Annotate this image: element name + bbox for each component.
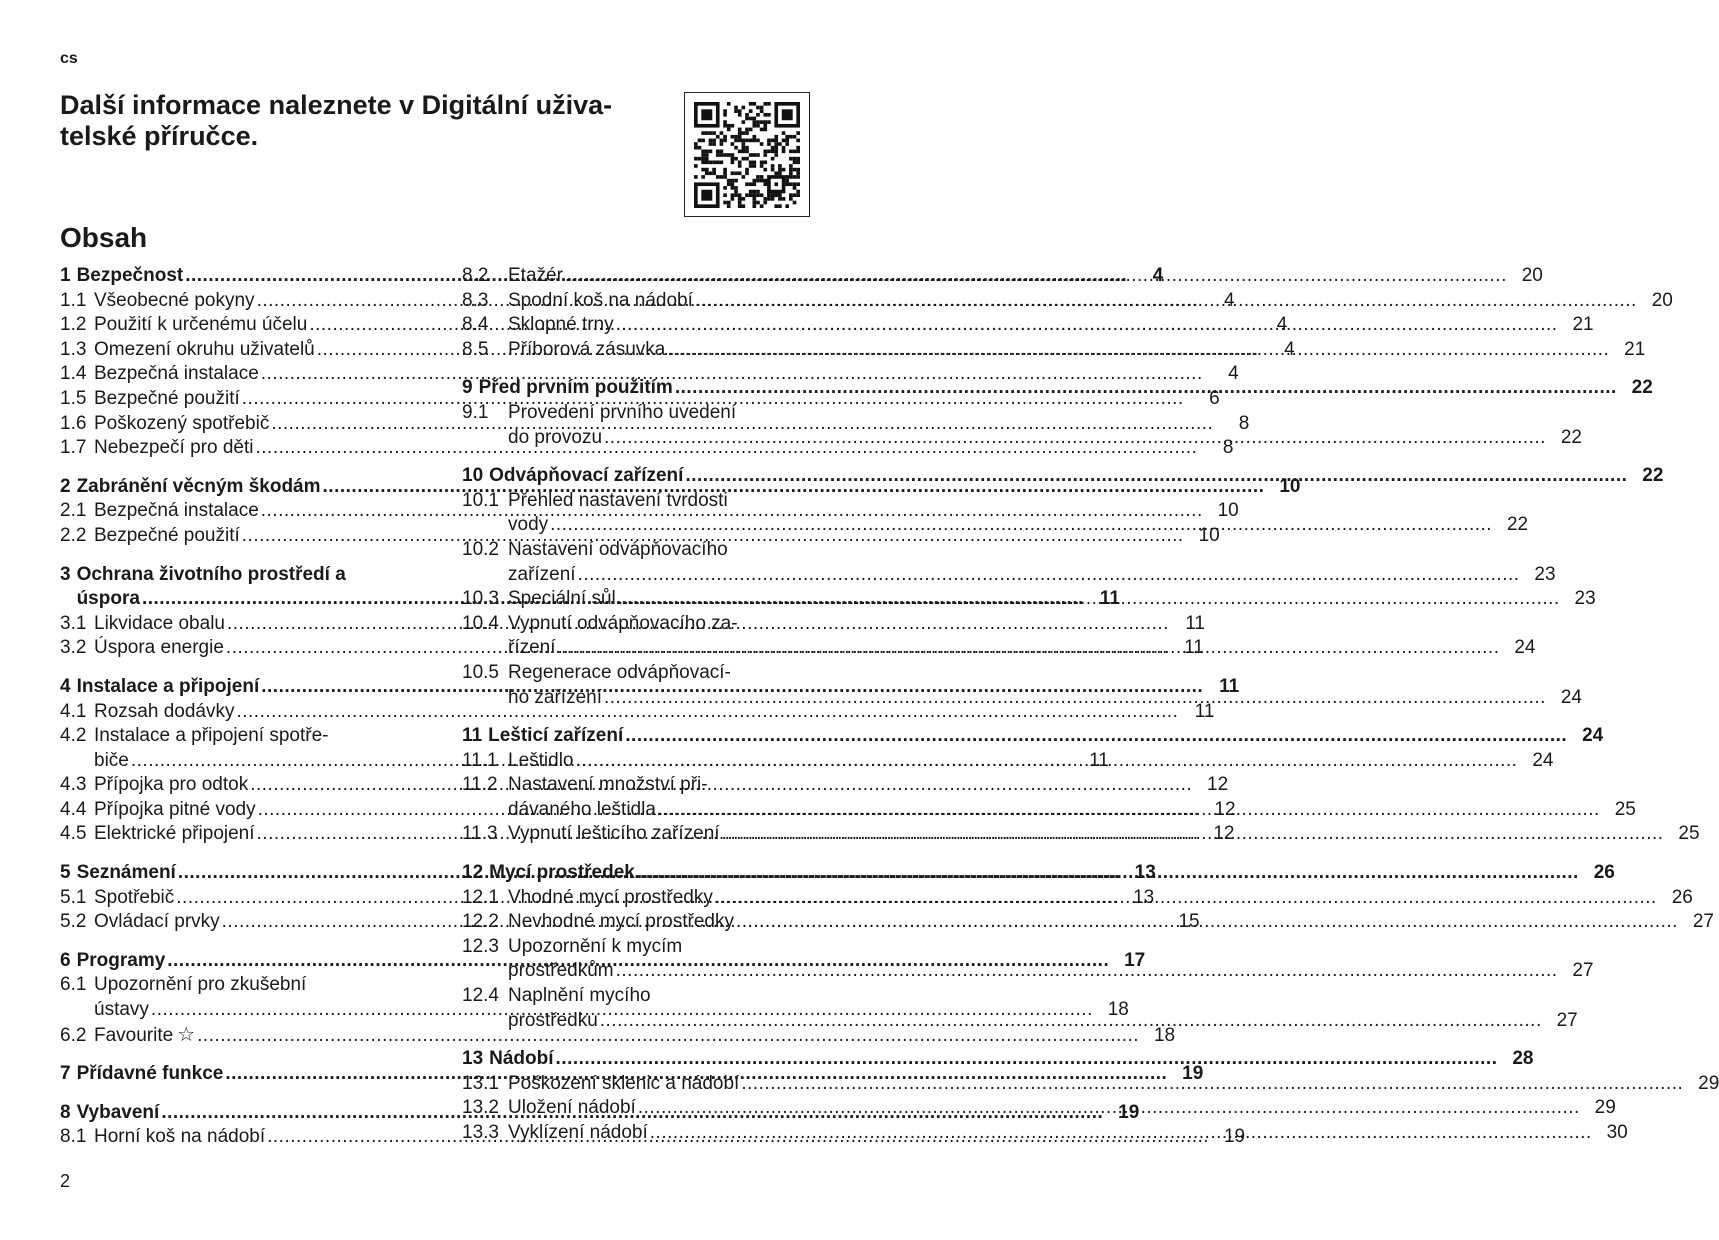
toc-entry-title: Odvápňovací zařízení bbox=[489, 465, 684, 487]
toc-entry-number: 4.1 bbox=[60, 700, 87, 722]
toc-page-number: 23 bbox=[1574, 588, 1596, 610]
toc-entry-number: 1.1 bbox=[60, 289, 87, 311]
toc-page-number: 12 bbox=[1213, 823, 1235, 845]
toc-page-number: 28 bbox=[1512, 1048, 1534, 1070]
toc-entry-number: 8.1 bbox=[60, 1126, 87, 1148]
dot-leader bbox=[616, 313, 1558, 338]
toc-entry-number: 9 bbox=[462, 377, 473, 399]
toc-entry-title: Nastavení odvápňovacího bbox=[508, 538, 728, 560]
toc-entry-title: Leštidlo bbox=[508, 749, 574, 771]
toc-entry-number: 8.2 bbox=[462, 265, 489, 286]
toc-entry-number: 3 bbox=[60, 563, 71, 585]
toc-entry-number: 12.2 bbox=[462, 911, 499, 933]
dot-leader bbox=[556, 1047, 1498, 1072]
dot-leader bbox=[604, 686, 1546, 711]
toc-entry-title: Přípojka pro odtok bbox=[94, 774, 249, 796]
toc-entry-body bbox=[508, 289, 1673, 314]
toc-page-number: 10 bbox=[1279, 475, 1301, 497]
toc-entry-title: Instalace a připojení spotře- bbox=[94, 725, 329, 747]
toc-page-number: 22 bbox=[1506, 514, 1529, 536]
toc-entry-body bbox=[508, 401, 1582, 450]
toc-page-number: 21 bbox=[1572, 314, 1594, 336]
toc-entry-title: Bezpečné použití bbox=[94, 387, 240, 409]
toc-page-number: 4 bbox=[1276, 314, 1288, 336]
dot-leader bbox=[722, 822, 1664, 847]
toc-entry-body bbox=[479, 376, 1653, 401]
toc-entry-number: 11 bbox=[462, 725, 483, 747]
toc-entry-title: Nastavení množství při- bbox=[508, 774, 708, 796]
toc-section-entry[interactable] bbox=[462, 724, 1604, 749]
toc-entry-title: Přehled nastavení tvrdosti bbox=[508, 489, 728, 511]
dot-leader bbox=[604, 426, 1546, 451]
dot-leader bbox=[550, 513, 1492, 538]
toc-entry-number: 5 bbox=[60, 862, 71, 884]
toc-entry-title: Upozornění k mycím bbox=[508, 935, 683, 957]
toc-entry-title: Etažér bbox=[508, 265, 563, 286]
toc-page-number: 24 bbox=[1532, 749, 1554, 771]
dot-leader bbox=[695, 289, 1637, 314]
toc-entry-line bbox=[508, 513, 1528, 538]
toc-page-number: 20 bbox=[1651, 289, 1673, 311]
toc-entry-title: Programy bbox=[76, 949, 166, 971]
toc-entry-line bbox=[508, 822, 1700, 847]
toc-entry-number: 13.1 bbox=[462, 1072, 499, 1094]
toc-entry-title: Sklopné trny bbox=[508, 314, 614, 336]
toc-page-number: 24 bbox=[1514, 637, 1536, 659]
toc-entry-title: Ovládací prvky bbox=[94, 911, 220, 933]
toc-entry-body bbox=[508, 612, 1535, 661]
toc-page-number: 6 bbox=[1209, 387, 1220, 409]
toc-entry-number: 13.3 bbox=[462, 1122, 499, 1143]
toc-page-number: 13 bbox=[1133, 886, 1155, 908]
toc-entry-number: 5.1 bbox=[60, 886, 87, 908]
dot-leader bbox=[616, 959, 1558, 984]
toc-entry-title: Před prvním použitím bbox=[478, 377, 673, 399]
toc-entry-title-continued: prostředku bbox=[508, 1009, 598, 1031]
toc-entry-title: Nádobí bbox=[489, 1048, 554, 1070]
toc-subsection-entry[interactable] bbox=[462, 401, 1582, 450]
toc-entry-title: Instalace a připojení bbox=[76, 675, 260, 697]
toc-page-number: 27 bbox=[1692, 911, 1714, 933]
toc-entry-body bbox=[508, 538, 1556, 587]
dot-leader bbox=[715, 886, 1657, 911]
toc-entry-line bbox=[508, 886, 1693, 911]
toc-entry-body bbox=[508, 886, 1693, 911]
dot-leader bbox=[578, 563, 1520, 588]
toc-entry-number: 9.1 bbox=[462, 401, 489, 423]
toc-entry-title: Uložení nádobí bbox=[508, 1097, 636, 1119]
toc-entry-line bbox=[508, 1121, 1628, 1146]
toc-entry-number: 8.4 bbox=[462, 314, 489, 336]
dot-leader bbox=[736, 910, 1678, 935]
toc-entry-number: 2 bbox=[60, 475, 71, 497]
toc-entry-number: 1.5 bbox=[60, 387, 87, 409]
toc-entry-title: Upozornění pro zkušební bbox=[94, 974, 307, 996]
toc-entry-title: Úspora energie bbox=[94, 637, 224, 659]
toc-entry-title: Všeobecné pokyny bbox=[94, 289, 255, 311]
toc-entry-title: Přípojka pitné vody bbox=[94, 798, 256, 820]
toc-entry-line bbox=[489, 1047, 1533, 1072]
toc-page-number: 15 bbox=[1178, 911, 1200, 933]
toc-entry-title: Provedení prvního uvedení bbox=[508, 401, 737, 423]
page-number: 2 bbox=[60, 1171, 71, 1191]
toc-entry-number: 4 bbox=[60, 675, 71, 697]
toc-page-number: 13 bbox=[1134, 862, 1156, 884]
toc-page-number: 11 bbox=[1194, 700, 1215, 722]
toc-page-number: 19 bbox=[1182, 1063, 1204, 1085]
toc-entry-title: Nevhodné mycí prostředky bbox=[508, 911, 734, 933]
toc-page-number: 25 bbox=[1678, 823, 1700, 845]
toc-page-number: 26 bbox=[1671, 886, 1693, 908]
toc-page-number: 8 bbox=[1222, 437, 1234, 459]
toc-subsection-entry[interactable] bbox=[462, 289, 1673, 314]
toc-entry-body bbox=[508, 313, 1594, 338]
toc-entry-title-continued: ho zařízení bbox=[508, 686, 602, 708]
toc-entry-line bbox=[508, 426, 1582, 451]
toc-subsection-entry[interactable] bbox=[462, 338, 1646, 363]
toc-entry-number: 1.2 bbox=[60, 314, 87, 336]
toc-page-number: 4 bbox=[1223, 289, 1235, 311]
dot-leader bbox=[741, 1072, 1683, 1097]
toc-page-number: 27 bbox=[1572, 960, 1594, 982]
toc-page-number: 24 bbox=[1560, 686, 1582, 708]
toc-entry-number: 6 bbox=[60, 949, 71, 971]
toc-entry-number: 4.3 bbox=[60, 774, 87, 796]
toc-entry-title: Vypnutí odvápňovacího za- bbox=[508, 612, 738, 634]
dot-leader bbox=[600, 1009, 1542, 1034]
toc-entry-number: 6.1 bbox=[60, 974, 87, 996]
toc-page-number: 12 bbox=[1207, 774, 1229, 796]
toc-entry-number: 10.1 bbox=[462, 489, 499, 511]
toc-entry-title: Bezpečnost bbox=[76, 265, 184, 286]
toc-page-number: 24 bbox=[1582, 725, 1604, 747]
toc-entry-title: Bezpečné použití bbox=[94, 524, 240, 546]
toc-title: Obsah bbox=[60, 222, 148, 253]
toc-entry-title: Vypnutí lešticího zařízení bbox=[508, 823, 720, 845]
toc-entry-title: Ochrana životního prostředí a bbox=[76, 563, 346, 585]
toc-entry-number: 1.7 bbox=[60, 437, 87, 459]
toc-entry-body bbox=[508, 587, 1596, 612]
toc-page-number: 21 bbox=[1624, 338, 1646, 360]
toc-page-number: 11 bbox=[1099, 588, 1120, 610]
dot-leader bbox=[565, 264, 1507, 289]
toc-entry-number: 10.4 bbox=[462, 612, 499, 634]
toc-entry-number: 12 bbox=[462, 862, 484, 884]
toc-entry-number: 8.5 bbox=[462, 338, 489, 360]
toc-entry-line bbox=[508, 1009, 1578, 1034]
toc-entry-line bbox=[508, 264, 1543, 289]
toc-entry-line bbox=[508, 289, 1673, 314]
toc-entry-title: Lešticí zařízení bbox=[488, 725, 624, 747]
toc-entry-number: 8.3 bbox=[462, 289, 489, 311]
toc-entry-line bbox=[479, 376, 1653, 401]
toc-entry-number: 12.4 bbox=[462, 985, 499, 1007]
toc-entry-line bbox=[489, 464, 1663, 489]
toc-page-number: 17 bbox=[1124, 949, 1146, 971]
toc-entry-number: 13 bbox=[462, 1048, 484, 1070]
toc-entry-number: 10.5 bbox=[462, 661, 499, 683]
toc-entry-title: Příborová zásuvka bbox=[508, 338, 666, 360]
toc-entry-line bbox=[489, 861, 1615, 886]
dot-leader bbox=[625, 724, 1567, 749]
toc-page-number: 18 bbox=[1153, 1024, 1176, 1046]
toc-entry-title: Elektrické připojení bbox=[94, 823, 255, 845]
toc-page-number: 29 bbox=[1698, 1072, 1719, 1094]
toc-page-number: 19 bbox=[1118, 1101, 1140, 1123]
toc-entry-number: 6.2 bbox=[60, 1024, 87, 1046]
toc-subsection-entry[interactable] bbox=[60, 1023, 1176, 1049]
toc-entry-body bbox=[489, 464, 1663, 489]
toc-page-number: 4 bbox=[1152, 265, 1164, 286]
toc-entry-title: Regenerace odvápňovací- bbox=[508, 661, 731, 683]
toc-entry-title: Bezpečná instalace bbox=[94, 363, 259, 385]
toc-entry-title: Seznámení bbox=[76, 862, 176, 884]
toc-entry-body bbox=[508, 661, 1582, 710]
toc-entry-body bbox=[508, 338, 1645, 363]
toc-entry-title: Bezpečná instalace bbox=[94, 500, 259, 522]
toc-entry-line bbox=[488, 724, 1603, 749]
toc-section-entry[interactable] bbox=[462, 1047, 1534, 1072]
toc-entry-line bbox=[508, 1072, 1719, 1097]
toc-entry-title: Likvidace obalu bbox=[94, 612, 225, 634]
dot-leader bbox=[650, 1121, 1592, 1146]
toc-entry-number: 4.4 bbox=[60, 798, 87, 820]
toc-entry-body bbox=[508, 910, 1714, 935]
dot-leader bbox=[558, 636, 1500, 661]
toc-entry-line bbox=[508, 686, 1582, 711]
toc-entry-number: 3.2 bbox=[60, 637, 87, 659]
toc-entry-number: 3.1 bbox=[60, 612, 87, 634]
toc-entry-body bbox=[508, 1072, 1719, 1097]
toc-entry-number: 13.2 bbox=[462, 1097, 499, 1119]
toc-subsection-entry[interactable] bbox=[462, 749, 1554, 774]
toc-page-number: 29 bbox=[1594, 1097, 1616, 1119]
toc-page-number: 25 bbox=[1614, 798, 1636, 820]
toc-entry-title: Horní koš na nádobí bbox=[94, 1126, 266, 1148]
toc-entry-line bbox=[508, 338, 1645, 363]
language-code: cs bbox=[60, 50, 78, 67]
toc-section-entry[interactable] bbox=[462, 464, 1664, 489]
toc-page-number: 8 bbox=[1238, 412, 1250, 434]
dot-leader bbox=[576, 749, 1518, 774]
toc-entry-number: 4.2 bbox=[60, 725, 87, 747]
toc-page-number: 22 bbox=[1560, 426, 1582, 448]
toc-entry-line bbox=[508, 1096, 1616, 1121]
toc-entry-title: Použití k určenému účelu bbox=[94, 314, 308, 336]
toc-page-number: 11 bbox=[1089, 749, 1109, 771]
toc-page-number: 18 bbox=[1107, 999, 1129, 1021]
toc-subsection-entry[interactable] bbox=[462, 538, 1556, 587]
toc-entry-title: Zabránění věcným škodám bbox=[76, 475, 321, 497]
dot-leader bbox=[638, 1096, 1580, 1121]
toc-entry-body bbox=[508, 822, 1700, 847]
toc-page-number: 27 bbox=[1556, 1009, 1578, 1031]
toc-entry-title: Přídavné funkce bbox=[76, 1063, 224, 1085]
toc-entry-number: 1.6 bbox=[60, 412, 87, 434]
toc-entry-line bbox=[508, 563, 1556, 588]
toc-entry-number: 10 bbox=[462, 465, 484, 487]
toc-entry-number: 10.2 bbox=[462, 538, 499, 560]
toc-page-number: 20 bbox=[1521, 265, 1543, 286]
toc-entry-number: 11.1 bbox=[462, 749, 498, 771]
dot-leader bbox=[618, 587, 1560, 612]
dot-leader bbox=[637, 861, 1579, 886]
toc-page-number: 30 bbox=[1606, 1122, 1628, 1143]
toc-entry-title: Rozsah dodávky bbox=[94, 700, 235, 722]
toc-page-number: 26 bbox=[1593, 862, 1615, 884]
toc-entry-line bbox=[508, 313, 1594, 338]
toc-page-number: 22 bbox=[1631, 377, 1653, 399]
toc-entry-line bbox=[508, 910, 1714, 935]
toc-entry-title: Spotřebič bbox=[94, 886, 175, 908]
toc-entry-number: 1.4 bbox=[60, 363, 87, 385]
toc-entry-number: 2.1 bbox=[60, 500, 87, 522]
toc-page-number: 19 bbox=[1223, 1126, 1246, 1148]
toc-entry-body bbox=[508, 935, 1594, 984]
toc-entry-line bbox=[508, 798, 1636, 823]
toc-entry-title: Speciální sůl bbox=[508, 588, 616, 610]
toc-page-number: 23 bbox=[1534, 563, 1556, 585]
toc-entry-title-continued: do provozu bbox=[508, 426, 603, 448]
toc-entry-title: Poškození sklenic a nádobí bbox=[508, 1072, 740, 1094]
toc-entry-number: 1 bbox=[60, 265, 71, 286]
toc-page-number: 22 bbox=[1642, 465, 1664, 487]
toc-entry-line bbox=[508, 749, 1553, 774]
toc-subsection-entry[interactable] bbox=[60, 362, 1239, 387]
toc-entry-line bbox=[508, 636, 1535, 661]
toc-entry-body bbox=[488, 724, 1603, 749]
dot-leader bbox=[658, 798, 1600, 823]
toc-entry-title: Omezení okruhu uživatelů bbox=[94, 338, 315, 360]
toc-entry-title: Vhodné mycí prostředky bbox=[508, 886, 713, 908]
toc-page-number: 11 bbox=[1185, 612, 1205, 634]
toc-entry-title-continued: vody bbox=[508, 514, 549, 536]
toc-entry-line bbox=[508, 587, 1596, 612]
dot-leader bbox=[675, 376, 1617, 401]
toc-entry-number: 12.1 bbox=[462, 886, 499, 908]
toc-entry-title: Vybavení bbox=[76, 1101, 160, 1123]
toc-entry-body bbox=[508, 264, 1543, 289]
toc-entry-body bbox=[489, 861, 1615, 886]
toc-subsection-entry[interactable] bbox=[462, 264, 1543, 289]
toc-entry-title: Poškozený spotřebič bbox=[94, 412, 270, 434]
toc-page-number: 10 bbox=[1198, 524, 1220, 546]
toc-entry-title: Nebezpečí pro děti bbox=[94, 437, 254, 459]
toc-entry-number: 12.3 bbox=[462, 935, 499, 957]
toc-entry-body bbox=[508, 489, 1528, 538]
toc-entry-number: 1.3 bbox=[60, 338, 87, 360]
dot-leader bbox=[667, 338, 1609, 363]
toc-section-entry[interactable] bbox=[462, 376, 1653, 401]
toc-page-number: 4 bbox=[1284, 338, 1295, 360]
toc-entry-title: Favourite bbox=[94, 1024, 174, 1046]
toc-entry-number: 8 bbox=[60, 1101, 71, 1123]
toc-entry-title-continued: dávaného leštidla bbox=[508, 798, 656, 820]
toc-entry-title-continued: úspora bbox=[76, 588, 140, 610]
toc-subsection-entry[interactable] bbox=[462, 773, 1636, 822]
toc-entry-body bbox=[489, 1047, 1533, 1072]
toc-entry-body bbox=[508, 1096, 1616, 1121]
toc-entry-number: 5.2 bbox=[60, 911, 87, 933]
toc-page-number: 10 bbox=[1217, 500, 1239, 522]
toc-subsection-entry[interactable] bbox=[462, 489, 1529, 538]
toc-entry-title: Naplnění mycího bbox=[508, 985, 651, 1007]
toc-entry-body bbox=[508, 749, 1553, 774]
toc-entry-title: Spodní koš na nádobí bbox=[508, 289, 693, 311]
toc-entry-title-continued: ústavy bbox=[94, 999, 149, 1021]
toc-page-number: 12 bbox=[1214, 798, 1236, 820]
toc-entry-number: 11.2 bbox=[462, 774, 498, 796]
toc-entry-title-continued: prostředkům bbox=[508, 960, 614, 982]
digital-manual-headline: Další informace naleznete v Digitální uživa-telské příručce. bbox=[60, 90, 613, 151]
toc-entry-number: 4.5 bbox=[60, 823, 87, 845]
toc-entry-title: Mycí prostředek bbox=[489, 862, 635, 884]
toc-entry-body bbox=[508, 773, 1636, 822]
toc-subsection-entry[interactable] bbox=[462, 313, 1594, 338]
toc-entry-number: 7 bbox=[60, 1063, 71, 1085]
toc-page-number: 11 bbox=[1219, 675, 1240, 697]
dot-leader bbox=[685, 464, 1627, 489]
toc-entry-line bbox=[508, 959, 1594, 984]
toc-entry-body bbox=[508, 984, 1578, 1033]
toc-entry-title-continued: biče bbox=[94, 749, 129, 771]
toc-entry-body bbox=[508, 1121, 1628, 1146]
toc-entry-title: Vyklízení nádobí bbox=[508, 1122, 648, 1143]
toc-page-number: 4 bbox=[1228, 363, 1239, 385]
toc-entry-number: 11.3 bbox=[462, 823, 498, 845]
toc-entry-number: 10.3 bbox=[462, 588, 499, 610]
qr-code-icon[interactable] bbox=[684, 92, 810, 217]
toc-entry-title-continued: zařízení bbox=[508, 563, 576, 585]
toc-subsection-entry[interactable] bbox=[60, 700, 1215, 725]
favourite-star-icon: ☆ bbox=[177, 1023, 196, 1046]
toc-entry-number: 2.2 bbox=[60, 524, 87, 546]
toc-entry-title-continued: řízení bbox=[508, 637, 556, 659]
toc-page-number: 11 bbox=[1184, 637, 1204, 659]
